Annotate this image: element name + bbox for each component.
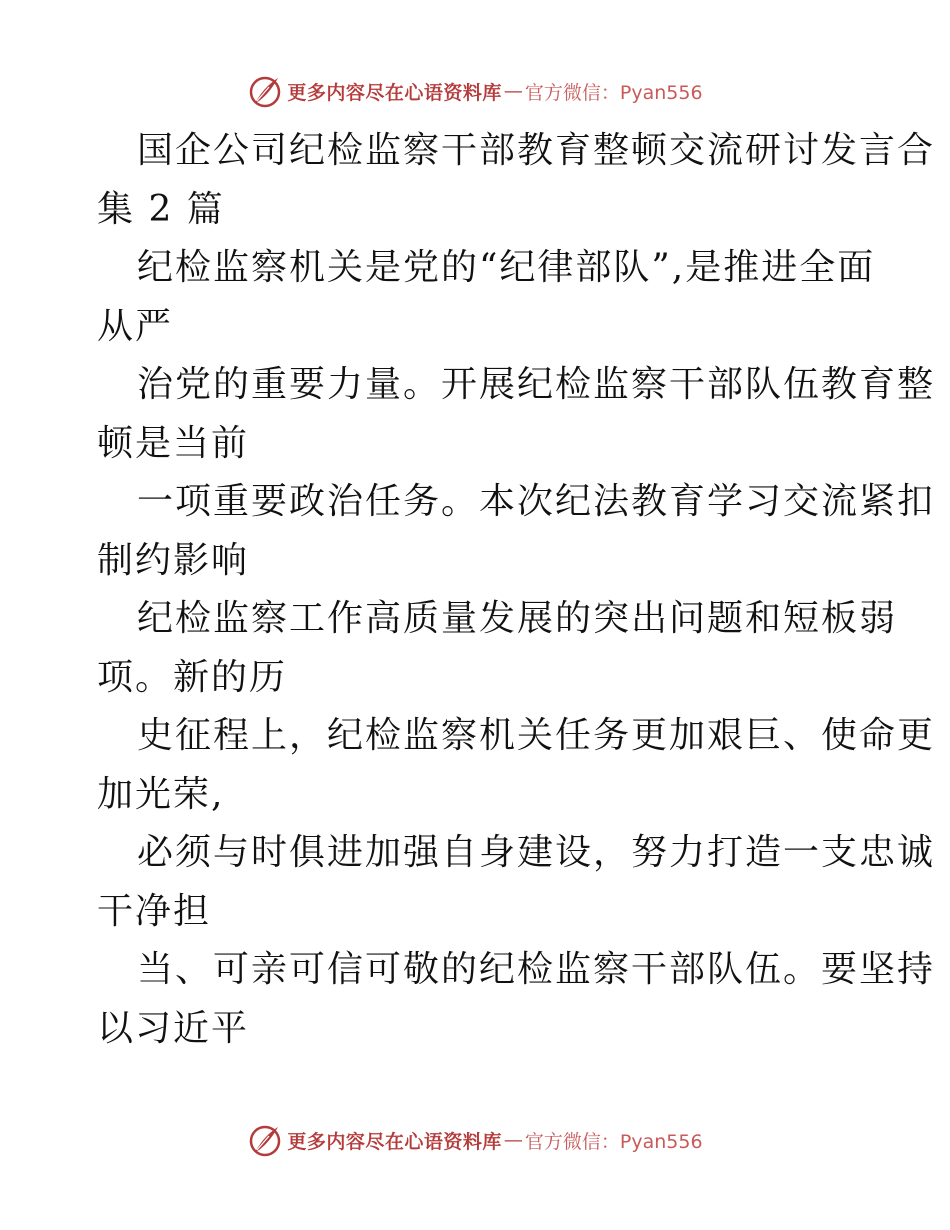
document-line: 集 2 篇 [97, 188, 225, 230]
footer-dash: — [503, 1129, 523, 1151]
document-line: 从严 [97, 305, 174, 347]
document-line: 治党的重要力量。开展纪检监察干部队伍教育整 [137, 364, 936, 405]
header-banner [0, 71, 950, 111]
document-line: 必须与时俱进加强自身建设，努力打造一支忠诚 [137, 832, 936, 873]
document-line: 顿是当前 [97, 422, 250, 464]
quill-pen-logo-icon [247, 1122, 283, 1158]
footer-wechat-text: 官方微信：Pyan556 [524, 1130, 703, 1153]
document-line: 纪检监察工作高质量发展的突出问题和短板弱 [137, 598, 898, 639]
footer-site-text: 更多内容尽在心语资料库 [287, 1130, 502, 1153]
document-line: 史征程上，纪检监察机关任务更加艰巨、使命更 [137, 715, 936, 756]
document-body [97, 122, 936, 1058]
header-dash: — [503, 80, 523, 102]
document-line: 一项重要政治任务。本次纪法教育学习交流紧扣 [137, 481, 936, 522]
footer-banner [0, 1120, 950, 1160]
header-site-text: 更多内容尽在心语资料库 [287, 81, 502, 104]
document-line: 国企公司纪检监察干部教育整顿交流研讨发言合 [137, 130, 936, 171]
document-line: 加光荣, [97, 773, 225, 815]
document-line: 纪检监察机关是党的“纪律部队”,是推进全面 [137, 247, 876, 288]
header-wechat-text: 官方微信：Pyan556 [524, 81, 703, 104]
document-line: 以习近平 [97, 1007, 250, 1049]
document-line: 项。新的历 [97, 656, 288, 698]
document-line: 制约影响 [97, 539, 250, 581]
quill-pen-logo-icon [247, 73, 283, 109]
document-line: 当、可亲可信可敬的纪检监察干部队伍。要坚持 [137, 949, 936, 990]
document-line: 干净担 [97, 890, 212, 932]
